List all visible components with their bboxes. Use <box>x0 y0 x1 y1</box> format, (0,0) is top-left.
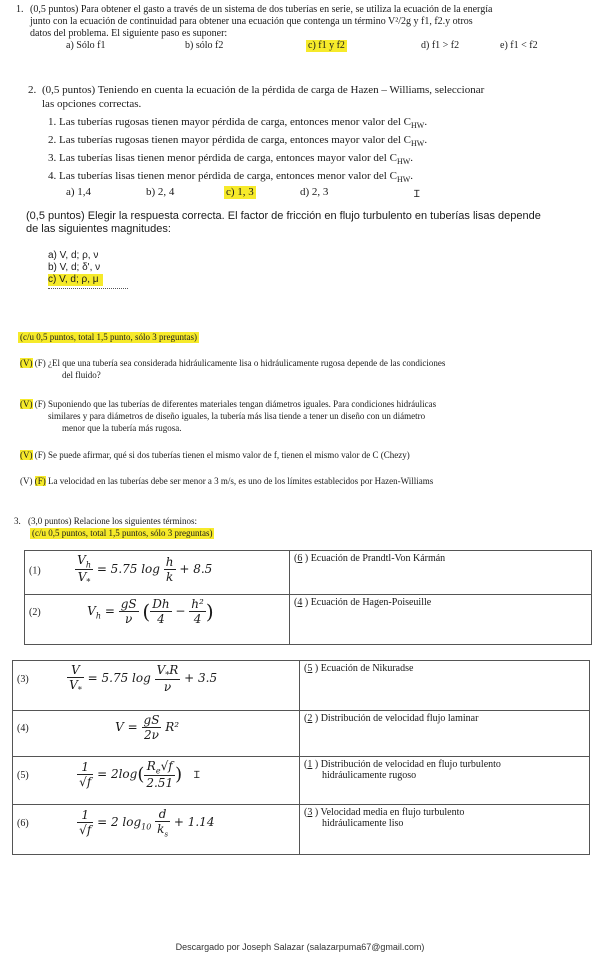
formula-cell: (6) $\frac{1}{√f}$ = 2 $\log_{10}$ $\frac{d}{k_s}$ + 1.14 <box>13 805 300 855</box>
q2-option-b: b) 2, 4 <box>146 186 175 198</box>
answer-cell: (1 ) Distribución de velocidad en flujo turbulento hidráulicamente rugoso <box>300 757 590 805</box>
q1-line1: (0,5 puntos) Para obtener el gasto a través de un sistema de dos tuberías en serie, se utiliza la ecuación de la energía <box>30 4 493 15</box>
q3-option-c: c) V, d; ρ, μ <box>48 274 103 286</box>
answer-cell: (5 ) Ecuación de Nikuradse <box>300 661 590 711</box>
answer-cell: (6 ) Ecuación de Prandtl-Von Kármán <box>290 551 592 595</box>
answer-cell: (3 ) Velocidad media en flujo turbulento hidráulicamente liso <box>300 805 590 855</box>
table-row <box>13 711 590 757</box>
table-row <box>25 595 592 645</box>
footer-download-note: Descargado por Joseph Salazar (salazarpuma67@gmail.com) <box>175 942 425 952</box>
section-gap <box>0 296 600 318</box>
match-table-1 <box>24 550 592 645</box>
table-row <box>25 551 592 595</box>
q1-option-e: e) f1 < f2 <box>500 40 538 51</box>
vf-item-4: (V) (F) La velocidad en las tuberías debe ser menor a 3 m/s, es uno de los límites establecidos por Hazen-Williams <box>20 476 434 486</box>
q3-line1: (0,5 puntos) Elegir la respuesta correcta. El factor de fricción en flujo turbulento en tuberías lisas depende <box>26 210 541 222</box>
q1-number: 1. <box>16 4 24 15</box>
q3-option-a: a) V, d; ρ, ν <box>48 250 99 261</box>
q2-item-2: 2. Las tuberías rugosas tienen mayor pérdida de carga, entonces mayor valor del $C_{HW}$. <box>48 134 428 149</box>
formula-cell: (3) $\frac{V}{V_*}$ = 5.75 log $\frac{V_*R}{\nu}$ + 3.5 <box>13 661 300 711</box>
vf-item-1-cont: del fluido? <box>62 370 101 380</box>
answer-cell: (4 ) Ecuación de Hagen-Poiseuille <box>290 595 592 645</box>
formula-cell: (2) $V_h$ = $\frac{gS}{\nu}$ ( $\frac{Dh}{4}$ − $\frac{\text{h²}}{4}$ ) <box>25 595 290 645</box>
q4-line1: (3,0 puntos) Relacione los siguientes términos: <box>28 516 197 526</box>
formula-1: $\frac{V_h}{V_*}$ = 5.75 log $\frac{h}{k}$ + 8.5 <box>77 553 213 587</box>
vf-item-2-cont2: menor que la tubería más rugosa. <box>62 423 182 433</box>
vf-header: (c/u 0,5 puntos, total 1,5 punto, sólo 3 preguntas) <box>20 332 197 342</box>
formula-cell: (4) V = $\frac{gS}{2\nu}$ R² <box>13 711 300 757</box>
formula-5: $\frac{1}{√f}$ = 2log( $\frac{R_e√f}{2.51}$ ) <box>79 759 183 791</box>
text-cursor-icon: Ɪ <box>414 189 420 200</box>
q2-option-d: d) 2, 3 <box>300 186 329 198</box>
q4-number: 3. <box>14 516 21 526</box>
table-row <box>13 805 590 855</box>
q1-line2: junto con la ecuación de continuidad para obtener una ecuación que contenga un término V²/2g y f1, f2.y otros <box>30 16 473 27</box>
table-row <box>13 661 590 711</box>
q1-option-c: c) f1 y f2 <box>308 40 345 51</box>
q2-line1: (0,5 puntos) Teniendo en cuenta la ecuación de la pérdida de carga de Hazen – Williams, seleccionar <box>42 84 485 96</box>
q2-option-a: a) 1,4 <box>66 186 92 198</box>
q4-line2: (c/u 0,5 puntos, total 1,5 puntos, sólo 3 preguntas) <box>32 528 213 538</box>
text-cursor-icon: Ɪ <box>193 770 200 782</box>
q2-number: 2. <box>28 84 37 96</box>
formula-2: $V_h$ = $\frac{gS}{\nu}$ ( $\frac{Dh}{4}$ − $\frac{\text{h²}}{4}$ ) <box>87 597 214 626</box>
q2-line2: las opciones correctas. <box>42 98 142 110</box>
q1-option-d: d) f1 > f2 <box>421 40 460 51</box>
formula-6: $\frac{1}{√f}$ = 2 $\log_{10}$ $\frac{d}{k_s}$ + 1.14 <box>79 807 215 839</box>
formula-cell: (5) $\frac{1}{√f}$ = 2log( $\frac{R_e√f}{2.51}$ ) Ɪ <box>13 757 300 805</box>
formula-cell: (1) $\frac{V_h}{V_*}$ = 5.75 log $\frac{h}{k}$ + 8.5 <box>25 551 290 595</box>
q2-option-c: c) 1, 3 <box>226 186 254 198</box>
formula-4: V = $\frac{gS}{2\nu}$ R² <box>115 713 180 742</box>
q1-option-a: a) Sólo f1 <box>66 40 106 51</box>
q2-item-4: 4. Las tuberías lisas tienen menor pérdida de carga, entonces menor valor del $C_{HW}$. <box>48 170 414 185</box>
q3-line2: de las siguientes magnitudes: <box>26 223 171 235</box>
vf-item-3: (V) (F) Se puede afirmar, qué si dos tuberías tienen el mismo valor de f, tienen el mismo valor de C (Chezy) <box>20 450 410 460</box>
q1-line3: datos del problema. El siguiente paso es suponer: <box>30 28 228 39</box>
q2-item-1: 1. Las tuberías rugosas tienen mayor pérdida de carga, entonces menor valor del $C_{HW}$. <box>48 116 428 131</box>
vf-item-1: (V) (F) ¿El que una tubería sea considerada hidráulicamente lisa o hidráulicamente rugosa depende de las condiciones <box>20 358 446 368</box>
vf-item-2-cont: similares y para diámetros de diseño iguales, la tubería más lisa tiende a tener un diseño con un diámetro <box>48 411 426 421</box>
q2-item-3: 3. Las tuberías lisas tienen menor pérdida de carga, entonces mayor valor del $C_{HW}$. <box>48 152 414 167</box>
match-table-2 <box>12 660 590 855</box>
vf-item-2: (V) (F) Suponiendo que las tuberías de diferentes materiales tengan diámetros iguales. Para condiciones hidráulicas <box>20 399 437 409</box>
q3-option-b: b) V, d; δ', ν <box>48 262 101 273</box>
cut-off-text <box>48 287 128 290</box>
q1-option-b: b) sólo f2 <box>185 40 224 51</box>
answer-cell: (2 ) Distribución de velocidad flujo laminar <box>300 711 590 757</box>
formula-3: $\frac{V}{V_*}$ = 5.75 log $\frac{V_*R}{\nu}$ + 3.5 <box>69 663 218 695</box>
table-row <box>13 757 590 805</box>
